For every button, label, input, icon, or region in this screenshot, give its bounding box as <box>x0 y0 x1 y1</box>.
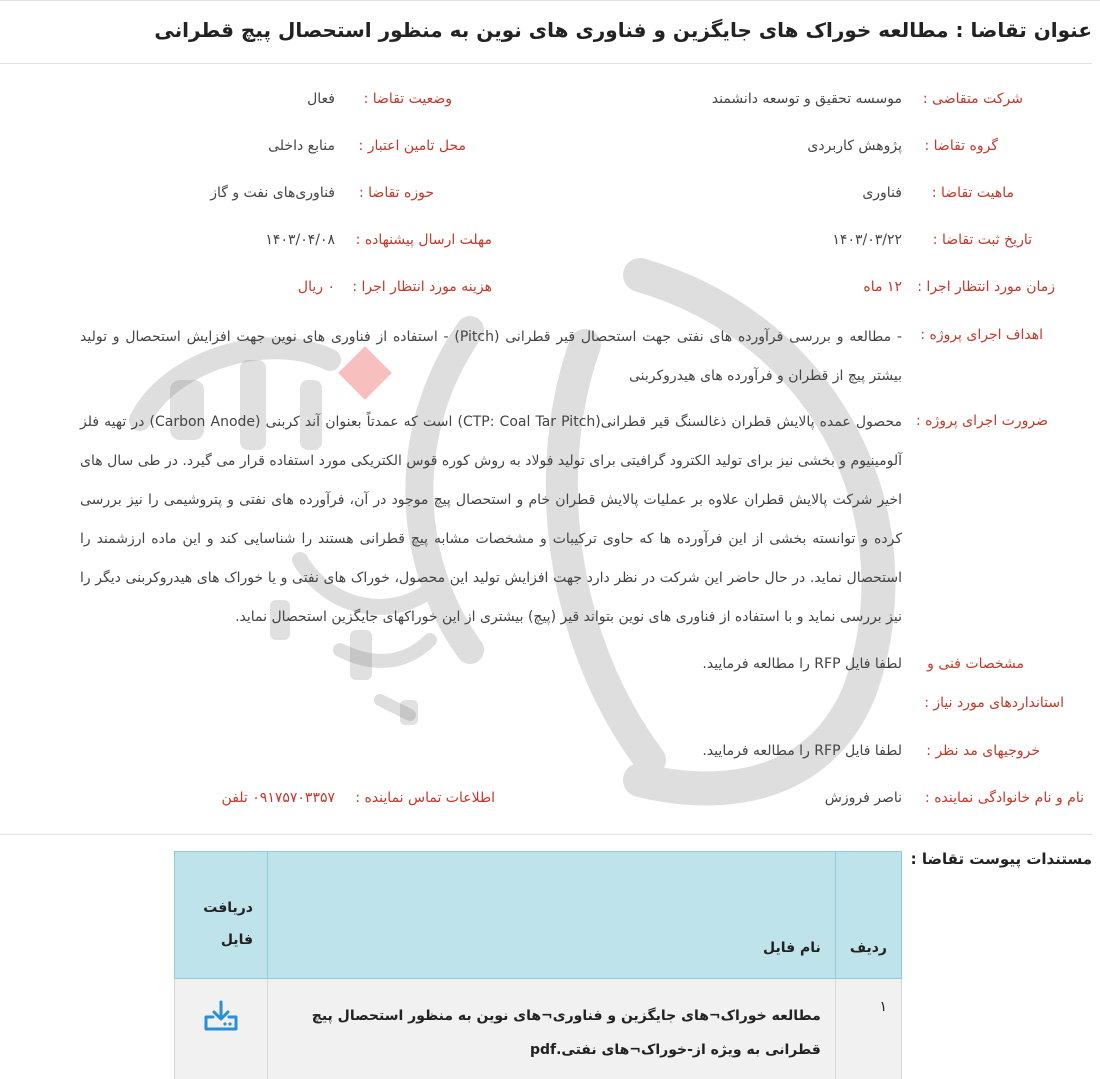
download-icon[interactable] <box>202 999 240 1033</box>
expected-outputs-value: لطفا فایل RFP را مطالعه فرمایید. <box>702 743 902 759</box>
row-index: ۱ <box>835 979 901 1079</box>
expected-cost-value: ۰ ریال <box>298 279 335 295</box>
request-domain-label: حوزه تقاضا : <box>359 185 434 201</box>
expected-duration-value: ۱۲ ماه <box>863 279 902 295</box>
applicant-company-label: شرکت متقاضی : <box>923 91 1023 107</box>
title-divider <box>0 63 1092 64</box>
expected-duration-label: زمان مورد انتظار اجرا : <box>917 279 1055 295</box>
applicant-company-value: موسسه تحقیق و توسعه دانشمند <box>712 91 902 107</box>
file-name-cell: مطالعه خوراک¬های جایگزین و فناوری¬های نوین به منظور استحصال پیچ قطرانی به ویژه از-خوراک¬های نفتی.pdf <box>268 979 836 1079</box>
request-group-label: گروه تقاضا : <box>925 138 999 154</box>
project-goals-label: اهداف اجرای پروژه : <box>920 327 1043 343</box>
attachments-title: مستندات پیوست تقاضا : <box>911 850 1092 868</box>
column-header-index: ردیف <box>835 852 901 979</box>
representative-contact-value: ۰۹۱۷۵۷۰۳۳۵۷ تلفن <box>222 790 335 806</box>
expected-outputs-label: خروجیهای مد نظر : <box>926 743 1040 759</box>
project-goals-text: - مطالعه و بررسی فرآورده های نفتی جهت استحصال قیر قطرانی (Pitch) - استفاده از فناوری های نوین جهت افزایش استحصال و تولید بیشتر پیچ از قطران و فرآورده های هیدروکربنی <box>80 318 902 396</box>
representative-name-label: نام و نام خانوادگی نماینده : <box>925 790 1084 806</box>
request-domain-value: فناوری‌های نفت و گاز <box>210 185 335 201</box>
proposal-deadline-value: ۱۴۰۳/۰۴/۰۸ <box>265 232 335 248</box>
request-status-label: وضعیت تقاضا : <box>364 91 452 107</box>
download-header-line1: دریافت <box>189 892 253 924</box>
registration-date-value: ۱۴۰۳/۰۳/۲۲ <box>832 232 902 248</box>
project-necessity-label: ضرورت اجرای پروژه : <box>916 413 1048 429</box>
table-row <box>175 979 902 1079</box>
top-border <box>0 0 1100 5</box>
download-header-line2: فایل <box>189 924 253 956</box>
request-nature-value: فناوری <box>862 185 902 201</box>
technical-specs-label-line2: استانداردهای مورد نیاز : <box>924 695 1064 711</box>
attachments-table <box>174 851 902 1079</box>
technical-specs-value: لطفا فایل RFP را مطالعه فرمایید. <box>702 656 902 672</box>
funding-source-value: منابع داخلی <box>268 138 335 154</box>
attachments-divider <box>0 834 1092 835</box>
request-nature-label: ماهیت تقاضا : <box>932 185 1014 201</box>
column-header-download <box>175 852 268 979</box>
representative-contact-label: اطلاعات تماس نماینده : <box>355 790 495 806</box>
proposal-deadline-label: مهلت ارسال پیشنهاده : <box>356 232 492 248</box>
technical-specs-label-line1: مشخصات فنی و <box>927 656 1024 672</box>
column-header-file-name: نام فایل <box>268 852 836 979</box>
table-header-row <box>175 852 902 979</box>
registration-date-label: تاریخ ثبت تقاضا : <box>933 232 1032 248</box>
page-title: عنوان تقاضا : مطالعه خوراک های جایگزین و فناوری های نوین به منظور استحصال پیچ قطرانی <box>0 18 1092 42</box>
funding-source-label: محل تامین اعتبار : <box>359 138 466 154</box>
request-status-value: فعال <box>307 91 335 107</box>
project-necessity-text: محصول عمده پالایش قطران ذغالسنگ قیر قطرانی(CTP: Coal Tar Pitch) است که عمدتاً بعنوان آند کربنی (Carbon Anode) در تهیه فلز آلومینیوم و بخشی نیز برای تولید الکترود گرافیتی برای تولید فولاد به روش کوره قوس الکتریکی مورد استفاده قرار می گیرد. در طی سال های اخیر شرکت پالایش قطران علاوه بر عملیات پالایش قطران خام و استحصال پیچ موجود در آن، فرآورده های نفتی و پتروشیمی را نیز بررسی کرده و توانسته بخشی از این فرآورده ها که حاوی ترکیبات و مشخصات مشابه پیچ قطرانی هستند را شناسایی کند و این ماده ارزشمند را استحصال نماید. در حال حاضر این شرکت در نظر دارد جهت افزایش تولید این محصول، خوراک های نفتی و یا خوراک های هیدروکربنی دیگر را نیز بررسی نماید و با استفاده از فناوری های نوین بتواند قیر (پیچ) بیشتری از این خوراکهای جایگزین استحصال نماید. <box>80 403 902 637</box>
representative-name-value: ناصر فروزش <box>825 790 902 806</box>
request-group-value: پژوهش کاربردی <box>807 138 902 154</box>
expected-cost-label: هزینه مورد انتظار اجرا : <box>352 279 492 295</box>
download-cell <box>175 979 268 1079</box>
